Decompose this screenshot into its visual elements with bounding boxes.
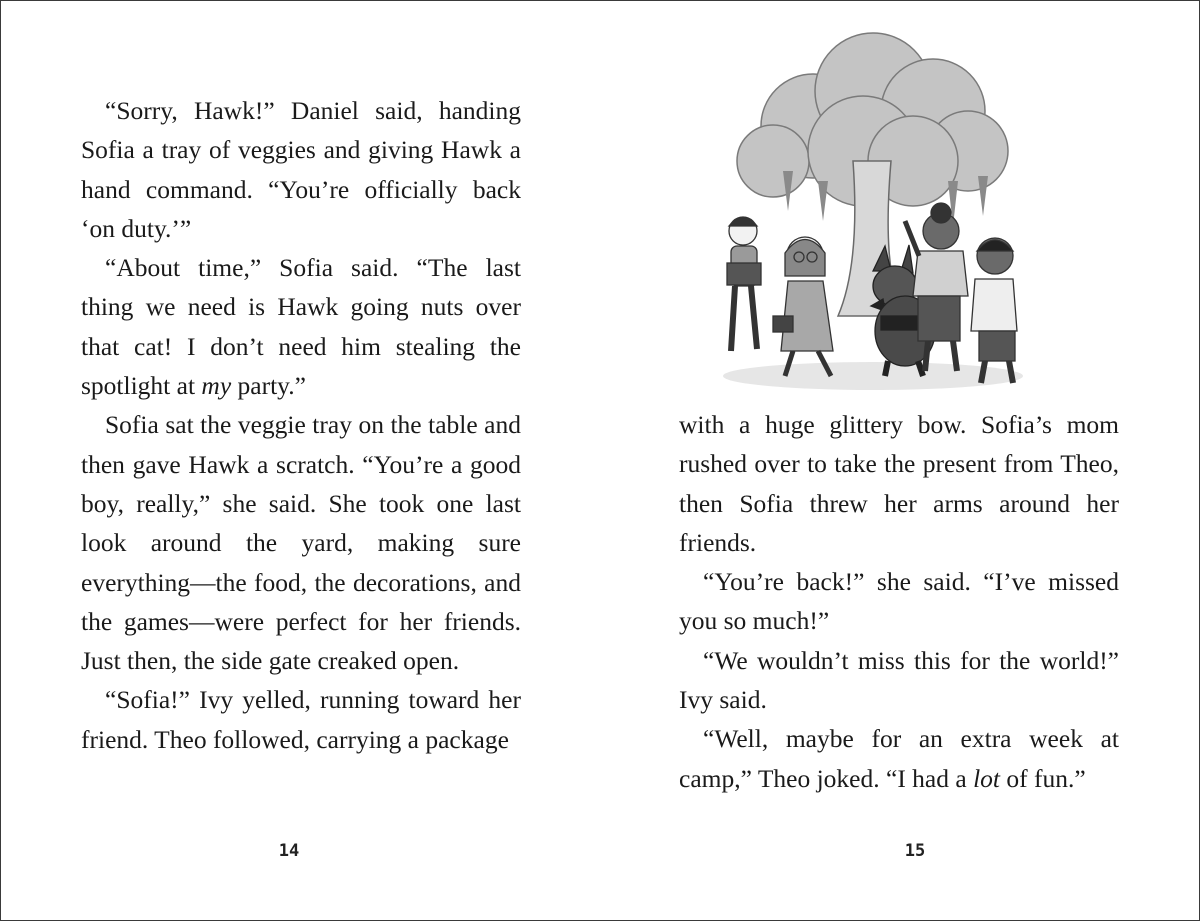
text-run: “We wouldn’t miss this for the world!” Ivy said. — [679, 645, 1119, 715]
paragraph — [81, 91, 521, 248]
page-number-right: 15 — [904, 841, 926, 861]
text-run: “Well, maybe for an extra week at camp,” Theo joked. “I had a — [679, 724, 1119, 793]
page-number-left: 14 — [278, 841, 300, 861]
paragraph — [679, 641, 1119, 720]
paragraph — [679, 562, 1119, 641]
italic-text: my — [201, 371, 232, 401]
left-page-text — [81, 91, 521, 759]
italic-text: lot — [973, 763, 1000, 793]
kids-and-dog-under-tree-illustration — [713, 31, 1025, 396]
right-page — [601, 1, 1199, 920]
paragraph — [81, 405, 521, 680]
text-run: “Sorry, Hawk!” Daniel said, handing Sofia a tray of veggies and giving Hawk a hand command. “You’re officially back ‘on duty.’” — [81, 96, 521, 243]
text-run: Sofia sat the veggie tray on the table and then gave Hawk a scratch. “You’re a good boy, really,” she said. She took one last look around the yard, making sure everything—the food, the decorations, and the games—were perfect for her friends. Just then, the side gate creaked open. — [81, 410, 521, 676]
text-run: party.” — [231, 371, 306, 401]
text-run: of fun.” — [1000, 763, 1086, 793]
paragraph — [679, 719, 1119, 798]
text-run: with a huge glittery bow. Sofia’s mom rushed over to take the present from Theo, then Sofia threw her arms around her friends. — [679, 410, 1119, 557]
left-page — [1, 1, 601, 920]
paragraph — [679, 405, 1119, 562]
text-run: “About time,” Sofia said. “The last thing we need is Hawk going nuts over that cat! I don’t need him stealing the spotlight at — [81, 253, 521, 401]
text-run: “Sofia!” Ivy yelled, running toward her friend. Theo followed, carrying a package — [81, 685, 521, 754]
text-run: “You’re back!” she said. “I’ve missed you so much!” — [679, 567, 1119, 636]
paragraph — [81, 248, 521, 405]
paragraph — [81, 680, 521, 759]
right-page-text — [679, 405, 1119, 798]
